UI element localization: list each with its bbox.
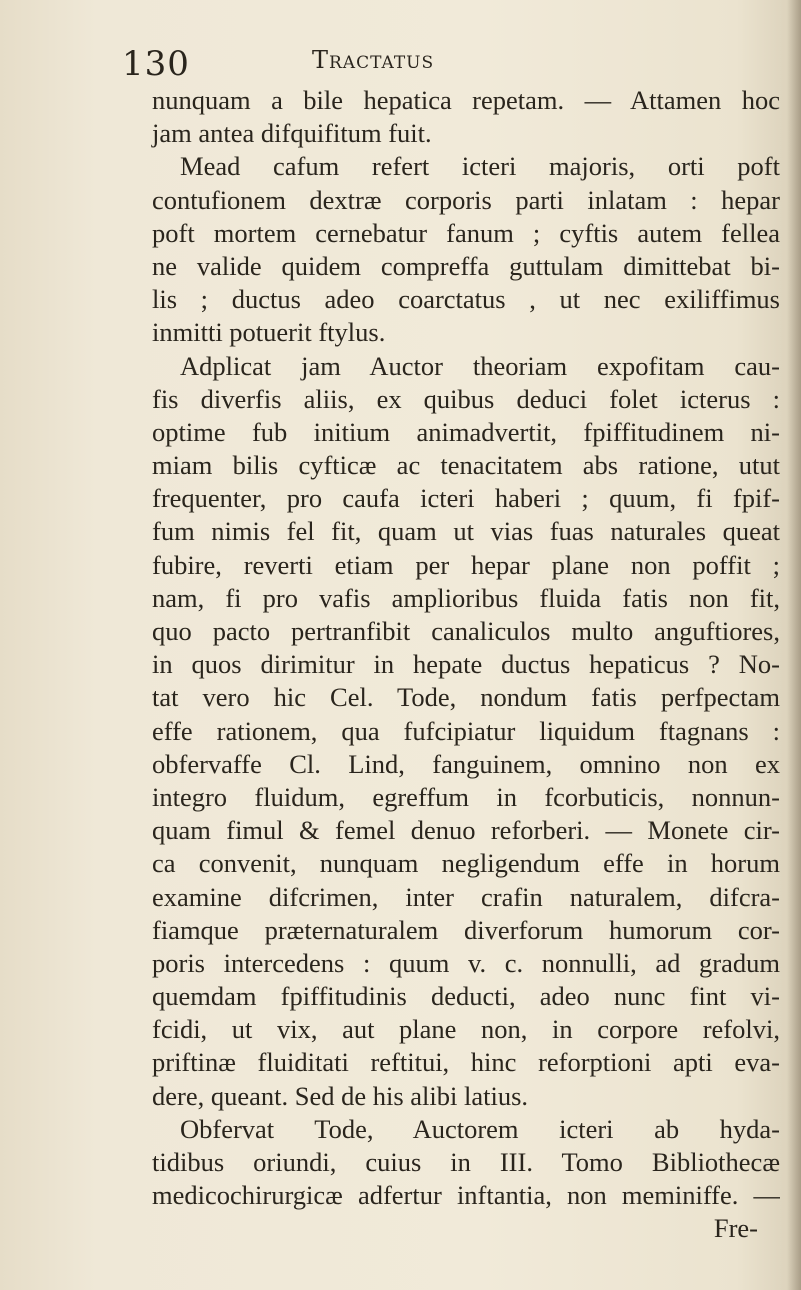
text-line: effe rationem, qua fufcipiatur liquidum ftagnans : — [152, 715, 780, 746]
text-line: tat vero hic Cel. Tode, nondum fatis perfpectam — [152, 682, 780, 713]
text-line: medicochirurgicæ adfertur inftantia, non meminiffe. — — [152, 1180, 780, 1211]
text-line: poft mortem cernebatur fanum ; cyftis autem fellea — [152, 217, 780, 248]
page-header — [122, 40, 682, 90]
text-line: examine difcrimen, inter crafin naturalem, difcra- — [152, 881, 780, 912]
text-line: obfervaffe Cl. Lind, fanguinem, omnino non ex — [152, 748, 780, 779]
text-line: integro fluidum, egreffum in fcorbuticis, nonnun- — [152, 781, 780, 812]
text-line: Obfervat Tode, Auctorem icteri ab hyda- — [180, 1113, 780, 1144]
text-line: quemdam fpiffitudinis deducti, adeo nunc fint vi- — [152, 981, 780, 1012]
text-line: nunquam a bile hepatica repetam. — Attamen hoc — [152, 85, 780, 115]
text-line: frequenter, pro caufa icteri haberi ; quum, fi fpif- — [152, 483, 780, 514]
text-line: fubire, reverti etiam per hepar plane non poffit ; — [152, 549, 780, 580]
text-line: fis diverfis aliis, ex quibus deduci folet icterus : — [152, 383, 780, 414]
page-number: 130 — [122, 44, 190, 84]
text-line: miam bilis cyfticæ ac tenacitatem abs ratione, utut — [152, 450, 780, 481]
text-line: ne valide quidem compreffa guttulam dimittebat bi- — [152, 250, 780, 281]
running-title: Tractatus — [312, 46, 435, 74]
text-line: in quos dirimitur in hepate ductus hepaticus ? No- — [152, 649, 780, 680]
text-line: Adplicat jam Auctor theoriam expofitam cau- — [180, 350, 780, 381]
text-line: fum nimis fel fit, quam ut vias fuas naturales queat — [152, 516, 780, 547]
text-line: jam antea difquifitum fuit. — [152, 118, 432, 149]
text-line: ca convenit, nunquam negligendum effe in horum — [152, 848, 780, 879]
text-line: inmitti potuerit ftylus. — [152, 317, 386, 348]
catchword: Fre- — [713, 1213, 758, 1244]
text-line: dere, queant. Sed de his alibi latius. — [152, 1080, 529, 1111]
page-edge-shadow — [787, 0, 801, 1290]
text-line: optime fub initium animadvertit, fpiffitudinem ni- — [152, 416, 780, 447]
text-line: nam, fi pro vafis amplioribus fluida fatis non fit, — [152, 582, 780, 613]
text-line: contufionem dextræ corporis parti inlatam : hepar — [152, 184, 780, 215]
text-line: quo pacto pertranfibit canaliculos multo anguftiores, — [152, 616, 780, 646]
text-line: fcidi, ut vix, aut plane non, in corpore refolvi, — [152, 1014, 780, 1045]
body-text — [152, 84, 780, 1246]
text-line: lis ; ductus adeo coarctatus , ut nec exiliffimus — [152, 284, 780, 315]
text-line: fiamque præternaturalem diverforum humorum cor- — [152, 914, 780, 945]
text-line: Mead cafum refert icteri majoris, orti poft — [180, 151, 780, 182]
text-line: priftinæ fluiditati reftitui, hinc reforptioni apti eva- — [152, 1047, 780, 1078]
text-line: tidibus oriundi, cuius in III. Tomo Bibliothecæ — [152, 1147, 780, 1177]
text-line: quam fimul & femel denuo reforberi. — Monete cir- — [152, 815, 780, 846]
text-line: poris intercedens : quum v. c. nonnulli, ad gradum — [152, 947, 780, 978]
